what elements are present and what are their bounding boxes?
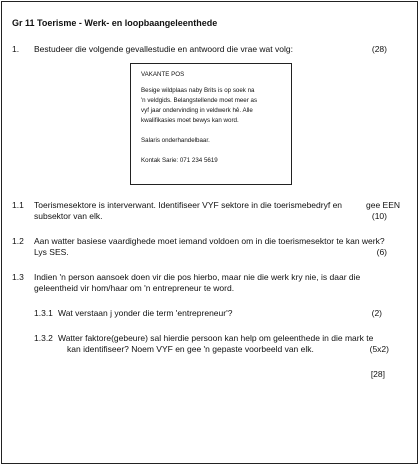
question-1-1	[12, 200, 342, 211]
advert-line: 'n veldgids. Belangstellende moet meer as	[141, 97, 258, 104]
question-number: 1.	[12, 44, 20, 54]
question-1-2-line2: Lys SES.	[34, 247, 69, 257]
question-number: 1.1	[12, 200, 24, 210]
question-text-line1: Toerismesektore is interverwant. Identifiseer VYF sektore in die toerismebedryf en	[34, 200, 343, 210]
question-text-line1: Watter faktore(gebeure) sal hierdie persoon kan help om geleenthede in die mark te	[58, 333, 374, 343]
question-text: Wat verstaan j yonder die term 'entrepreneur'?	[58, 308, 233, 318]
question-1-3-2	[34, 333, 373, 344]
question-1-3-line2: geleentheid vir hom/haar om 'n entrepreneur te word.	[34, 283, 235, 293]
question-1-3	[12, 272, 360, 283]
question-1-2	[12, 236, 385, 247]
worksheet-page	[1, 1, 418, 464]
question-1	[12, 44, 293, 55]
question-1-1-marks: (10)	[371, 211, 387, 221]
advert-salary: Salaris onderhandelbaar.	[141, 137, 210, 144]
question-text-line1: Aan watter basiese vaardighede moet iemand voldoen om in die toerismesektor te kan werk?	[34, 236, 385, 246]
advert-contact: Kontak Sarie: 071 234 5619	[141, 157, 218, 164]
advert-line: vyf jaar ondervinding in veldwerk hê. Alle	[141, 107, 253, 114]
job-advert-box	[130, 63, 292, 185]
page-title: Gr 11 Toerisme - Werk- en loopbaangeleenthede	[12, 18, 218, 28]
question-1-marks: (28)	[371, 44, 387, 54]
question-1-1-tail: gee EEN	[366, 200, 401, 210]
total-marks: [28]	[370, 369, 385, 379]
advert-line: kwalifikasies moet bewys kan word.	[141, 117, 239, 124]
question-number: 1.3.1	[34, 308, 53, 318]
question-text: Bestudeer die volgende gevallestudie en antwoord die vrae wat volg:	[34, 44, 293, 54]
question-text-line1: Indien 'n person aansoek doen vir die pos hierbo, maar nie die werk kry nie, is daar die	[34, 272, 361, 282]
question-1-3-2-line2: kan identifiseer? Noem VYF en gee 'n gepaste voorbeeld van elk.	[67, 344, 314, 354]
advert-heading: VAKANTE POS	[141, 71, 185, 78]
question-1-3-1-marks: (2)	[371, 308, 382, 318]
advert-line: Besige wildplaas naby Brits is op soek na	[141, 87, 255, 94]
question-1-2-marks: (6)	[376, 247, 387, 257]
question-1-3-1	[34, 308, 232, 319]
question-number: 1.3	[12, 272, 24, 282]
question-1-1-line2: subsektor van elk.	[34, 211, 103, 221]
question-1-3-2-marks: (5x2)	[369, 344, 389, 354]
question-number: 1.3.2	[34, 333, 53, 343]
question-number: 1.2	[12, 236, 24, 246]
